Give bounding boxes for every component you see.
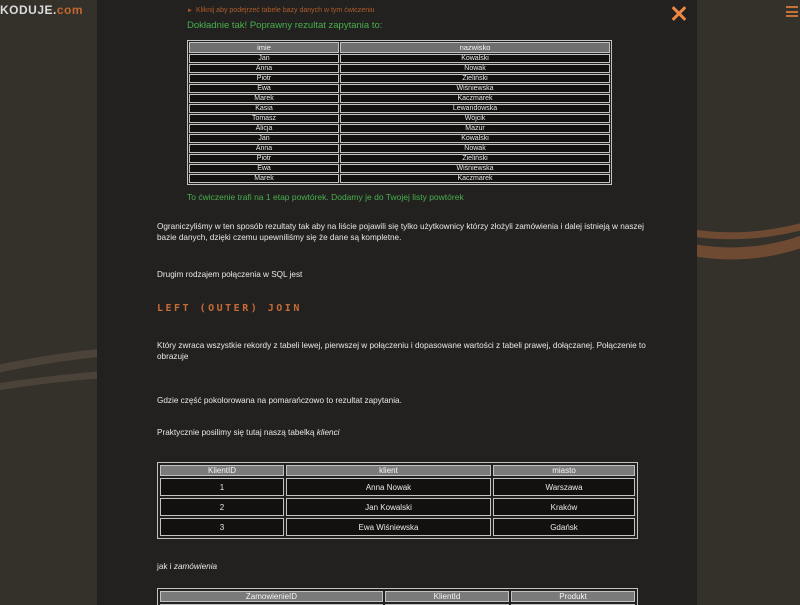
table-cell: Ewa Wiśniewska [286, 518, 491, 536]
table-cell: Lewandowska [340, 104, 610, 113]
orders-table-name: zamówienia [173, 562, 218, 571]
table-cell: 1 [160, 478, 284, 496]
decorative-arc-left [0, 0, 97, 605]
table-cell: 2 [160, 498, 284, 516]
column-header: Produkt [511, 591, 635, 602]
table-header-row [189, 42, 610, 53]
table-cell: Kowalski [340, 54, 610, 63]
table-cell: Wiśniewska [340, 164, 610, 173]
table-row [160, 518, 635, 536]
column-header: nazwisko [340, 42, 610, 53]
table-row [189, 174, 610, 183]
left-outer-join-heading: LEFT (OUTER) JOIN [157, 303, 302, 314]
clients-table [157, 462, 638, 539]
table-row [189, 154, 610, 163]
arrow-icon: ► [187, 8, 193, 14]
close-icon[interactable] [671, 6, 687, 22]
table-row [189, 104, 610, 113]
table-row [189, 54, 610, 63]
logo-accent: com [56, 3, 84, 17]
paragraph-join-description: Który zwraca wszystkie rekordy z tabeli lewej, pierwszej w połączeniu i dopasowane wartości z tabeli prawej, dołączanej. Połączenie to obrazuje [157, 341, 646, 361]
table-cell: Kraków [493, 498, 635, 516]
paragraph-explanation: Ograniczyliśmy w ten sposób rezultaty tak aby na liście pojawili się tylko użytkownicy którzy złożyli zamówienia i dalej istnieją w naszej bazie danych, dzięki czemu upewniliśmy się że dane są kompletne. [157, 222, 644, 242]
table-row [189, 64, 610, 73]
logo-main: KODUJE. [0, 3, 57, 17]
table-cell: Kaczmarek [340, 94, 610, 103]
table-cell: Alicja [189, 124, 339, 133]
table-cell: Gdańsk [493, 518, 635, 536]
table-row [160, 478, 635, 496]
table-cell: Marek [189, 174, 339, 183]
table-cell: Jan [189, 54, 339, 63]
table-row [189, 94, 610, 103]
column-header: miasto [493, 465, 635, 476]
table-cell: Anna Nowak [286, 478, 491, 496]
table-cell: Kowalski [340, 134, 610, 143]
column-header: imie [189, 42, 339, 53]
decorative-arc-right [697, 0, 800, 605]
table-cell: Warszawa [493, 478, 635, 496]
table-row [189, 124, 610, 133]
table-row [189, 144, 610, 153]
table-cell: Kasia [189, 104, 339, 113]
table-cell: Nowak [340, 64, 610, 73]
column-header: KlientId [385, 591, 509, 602]
table-header-row [160, 465, 635, 476]
table-header-row [160, 591, 635, 602]
paragraph-intro-join: Drugim rodzajem połączenia w SQL jest [157, 270, 303, 279]
table-cell: Kaczmarek [340, 174, 610, 183]
paragraph-clients-intro [157, 427, 647, 438]
table-cell: Jan [189, 134, 339, 143]
table-cell: Zieliński [340, 154, 610, 163]
table-cell: Nowak [340, 144, 610, 153]
table-cell: 3 [160, 518, 284, 536]
table-row [189, 84, 610, 93]
preview-tables-link[interactable] [187, 7, 375, 14]
site-logo[interactable] [0, 3, 83, 17]
table-cell: Tomasz [189, 114, 339, 123]
table-cell: Mazur [340, 124, 610, 133]
table-row [160, 498, 635, 516]
table-cell: Anna [189, 64, 339, 73]
paragraph-orange-note: Gdzie część pokolorowana na pomarańczowo to rezultat zapytania. [157, 396, 402, 405]
table-row [189, 114, 610, 123]
column-header: KlientID [160, 465, 284, 476]
orders-intro-text: jak i [157, 562, 174, 571]
success-message: Dokładnie tak! Poprawny rezultat zapytania to: [187, 20, 383, 31]
preview-link-label: Kliknij aby podejrzeć tabele bazy danych w tym ćwiczeniu [195, 7, 375, 14]
clients-intro-text: Praktycznie posilimy się tutaj naszą tabelką [157, 428, 317, 437]
column-header: ZamowienieID [160, 591, 383, 602]
table-row [189, 74, 610, 83]
lesson-panel [97, 0, 697, 605]
table-cell: Ewa [189, 164, 339, 173]
table-cell: Piotr [189, 154, 339, 163]
table-cell: Piotr [189, 74, 339, 83]
table-cell: Jan Kowalski [286, 498, 491, 516]
table-cell: Ewa [189, 84, 339, 93]
table-cell: Zieliński [340, 74, 610, 83]
column-header: klient [286, 465, 491, 476]
table-row [189, 164, 610, 173]
menu-icon[interactable] [786, 6, 798, 17]
table-cell: Wiśniewska [340, 84, 610, 93]
paragraph-orders-intro [157, 561, 647, 572]
table-cell: Wójcik [340, 114, 610, 123]
table-cell: Anna [189, 144, 339, 153]
table-cell: Marek [189, 94, 339, 103]
table-row [189, 134, 610, 143]
clients-table-name: klienci [316, 428, 340, 437]
query-result-table [187, 40, 612, 185]
repeat-note: To ćwiczenie trafi na 1 etap powtórek. Dodamy je do Twojej listy powtórek [187, 192, 464, 202]
orders-table [157, 588, 638, 605]
